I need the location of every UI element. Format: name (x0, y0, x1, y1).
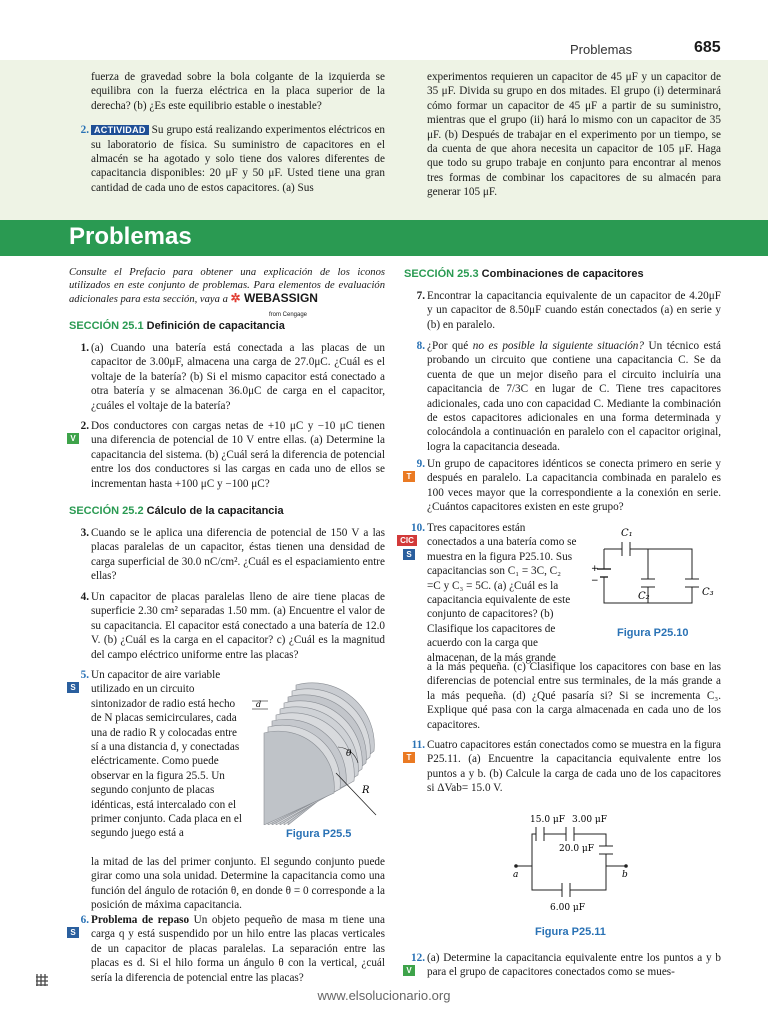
point-b-label: b (622, 870, 628, 880)
problem-number: 1. (80, 342, 89, 354)
tutorial-tag: T (403, 752, 415, 763)
problem-9 (406, 457, 721, 515)
problem-8: 8. ¿Por qué no es posible la siguiente situación? Un técnico está probando un circuito que contiene una capacitancia C. Se da cuenta de que un mejor diseño para el circuito incluiría una capacitancia de 7/3C en lugar de C. Tiene tres capacitores adicionales, cada uno con capacidad C. Mediante la combinación de estos capacitores adicionales en una forma determinada y colocándola a continuación en paralelo con el capacitor original, logra la capacitancia deseada. (427, 339, 721, 454)
section-heading-25-2: SECCIÓN 25.2 Cálculo de la capacitancia (69, 505, 284, 517)
review-label: Problema de repaso (91, 914, 190, 926)
problem-italic: no es posible la siguiente situación? (472, 340, 644, 352)
problem-text: (a) Cuando una batería está conectada a las placas de un capacitor de 3.00μF, almacena una carga de 27.0μC. ¿Cuál es el voltaje de la batería? (b) Si el mismo capacitor está conectado a otra batería y se almacenan 36.0μC de carga en el capacitor, ¿cuáles el voltaje de la batería? (91, 342, 385, 412)
solution-tag: S (67, 927, 79, 938)
problem-4 (80, 590, 385, 662)
problem-text: Tres capacitores están conectados a una batería como se muestra en la figura P25.10. Sus capacitancias son C₁ = 3C, C₂ =C y C₃ = 5C. (a) ¿Cuál es la capacitancia equivalente de este conjunto de capacitores? (b) Clasifique los capacitores de acuerdo con la carga que almacenan, de la más grande (427, 522, 577, 664)
problem-number: 6. (80, 914, 89, 926)
webassign-logo: ✲ WEBASSIGN (230, 291, 318, 306)
video-tag: V (67, 433, 79, 444)
problem-10 (400, 521, 577, 665)
page-number: 685 (694, 39, 721, 56)
c1-label: C₁ (621, 528, 633, 539)
problem-text: a la más pequeña. (c) Clasifique los capacitores con base en las diferencias de potencial entre sus terminales, de la más grande a la más pequeña. (d) ¿Qué pasaría si? Si se incrementa C₃. Explique qué pasa con la carga almacenada en cada uno de los capacitores. (427, 661, 721, 731)
problem-text: Dos conductores con cargas netas de +10 μC y −10 μC tienen una diferencia de potencial de 10 V entre ellas. (a) Determine la capacitancia del sistema. (b) ¿Cuál será la diferencia de potencial entre los dos conductores si las cargas en cada uno de ellos se incrementan hasta +100 μC y −100 μC? (91, 420, 385, 490)
radius-label: R (362, 785, 370, 796)
spacing-label: d (256, 700, 262, 709)
tutorial-tag: T (403, 471, 415, 482)
problem-number: 12. (411, 952, 425, 964)
problem-number: 10. (411, 522, 425, 534)
problem-6 (70, 913, 385, 985)
webassign-icon: ✲ (230, 291, 241, 306)
problem-text: Encontrar la capacitancia equivalente de un capacitor de 4.20μF y un capacitor de 8.50μF cuando están conectados (a) en serie y (b) en paralelo. (427, 290, 721, 331)
problem-number: 11. (411, 739, 425, 751)
intro-text: Consulte el Prefacio para obtener una explicación de los iconos utilizados en este conjunto de problemas. Para elementos de evaluación adicionales para esta sección, vaya a (69, 267, 385, 306)
problem-number: 8. (416, 340, 425, 352)
cap-label-6uf: 6.00 μF (550, 903, 585, 913)
plus-label: + (591, 564, 599, 574)
problem-number: 2. (80, 420, 89, 432)
problem-text: Un capacitor de placas paralelas lleno de aire tiene placas de superficie 2.30 cm² separadas 1.50 mm. (a) Encuentre el valor de su capacitancia. El capacitor está conectado a una batería de 12.0 V. (b) ¿Cuál es la carga en el capacitor? c) ¿Cuál es la magnitud del campo eléctrico uniforme entre las placas? (91, 591, 385, 661)
figure-p25-5 (246, 665, 388, 825)
banner-title: Problemas (69, 223, 192, 250)
problem-number: 3. (80, 527, 89, 539)
qr-code-icon (36, 974, 48, 986)
figure-p25-10 (588, 523, 720, 619)
activity-text: Su grupo está realizando experimentos eléctricos en su laboratorio de física. Su suministro de capacitores en el almacén se ha agotado y solo tiene dos valores diferentes de capacitancia disponibles: 20 μF y 50 μF. Usted tiene una gran cantidad de cada uno de estos capacitores. (a) Sus (91, 124, 386, 194)
section-heading-25-3: SECCIÓN 25.3 Combinaciones de capacitores (404, 268, 644, 280)
video-tag: V (403, 965, 415, 976)
problem-number: 2. (80, 124, 89, 137)
figure-p25-11 (506, 810, 646, 914)
problem-text: Un técnico está probando un circuito que contiene una capacitancia C. Se da cuenta de que un mejor diseño para el circuito incluiría una capacitancia de 7/3C en lugar de C. Tiene tres capacitores adicionales, cada uno con capacidad C. Mediante la combinación de estos capacitores adicionales en una forma determinada y colocándola a continuación en paralelo con el capacitor original, logra la capacitancia deseada. (427, 340, 721, 453)
problem-7 (416, 289, 721, 332)
problem-5 (70, 668, 243, 841)
webassign-sub: from Cengage (269, 311, 308, 318)
c2-label: C₂ (638, 591, 650, 602)
section-heading-25-1: SECCIÓN 25.1 Definición de capacitancia (69, 320, 285, 332)
cic-tag: CIC (397, 535, 417, 546)
problem-text: Un grupo de capacitores idénticos se conecta primero en serie y después en paralelo. La capacitancia combinada en paralelo es 100 veces mayor que la correspondiente a la conexión en serie. ¿Cuántos capacitores existen en este grupo? (427, 458, 721, 514)
problems-banner (0, 220, 768, 256)
figure-p25-5-caption: Figura P25.5 (286, 828, 352, 840)
cap-label-20uf: 20.0 μF (559, 844, 594, 854)
problem-text: la mitad de las del primer conjunto. El segundo conjunto puede girar como una sola unidad. Determine la capacitancia como una función del ángulo de rotación θ, en donde θ = 0 corresponde a la posición de máxima capacitancia. (91, 856, 385, 912)
top-right-continuation (427, 70, 721, 200)
problem-number: 7. (416, 290, 425, 302)
activity-text-continued: experimentos requieren un capacitor de 45 μF y un capacitor de 35 μF. Divida su grupo en dos mitades. El grupo (i) determinará cómo formar un capacitor de 45 μF a partir de su suministro, mientras que el grupo (ii) hará lo mismo con un capacitor de 35 μF. (b) Después de trabajar en el experimento por un tiempo, se da cuenta de que ahora necesita un capacitor de 105 μF. Haga que todo su grupo trabaje en conjunto para encontrar al menos tres formas de combinar los capacitores de su almacén para generar 105 μF. (427, 71, 721, 199)
previous-problem-end: fuerza de gravedad sobre la bola colgante de la izquierda se equilibra con la fuerza eléctrica en la placa superior de la derecha? (b) ¿Es este equilibrio estable o inestable? (91, 71, 385, 112)
solution-tag: S (67, 682, 79, 693)
figure-p25-11-caption: Figura P25.11 (535, 926, 606, 938)
theta-label: θ (346, 749, 352, 759)
problem-5-continued (91, 855, 385, 913)
top-left-continuation (80, 70, 386, 195)
intro-paragraph (69, 266, 385, 322)
problem-3 (80, 526, 385, 584)
problem-text: (a) Determine la capacitancia equivalente entre los puntos a y b para el grupo de capacitores conectados como se mues- (427, 952, 721, 979)
activity-problem (80, 123, 386, 195)
cap-label-15uf: 15.0 μF (530, 815, 565, 825)
minus-label: − (591, 576, 599, 586)
problem-text: Cuando se le aplica una diferencia de potencial de 150 V a las placas paralelas de un capacitor, éstas tienen una densidad de carga superficial de 30.0 nC/cm². ¿Cuál es el espaciamiento entre ellas? (91, 527, 385, 583)
problem-number: 5. (80, 669, 89, 681)
problem-12 (406, 951, 721, 980)
problem-11 (406, 738, 721, 796)
problem-10-continued (427, 660, 721, 732)
problem-text: Un objeto pequeño de masa m tiene una carga q y está suspendido por un hilo entre las placas verticales de un capacitor de placas paralelas. La separación entre las placas es d. Si el hilo forma un ángulo θ con la vertical, ¿cuál sería la diferencia de potencial entre las placas? (91, 914, 385, 984)
problem-1 (80, 341, 385, 413)
problem-text: Cuatro capacitores están conectados como se muestra en la figura P25.11. (a) Encuentre la capacitancia equivalente entre los puntos a y b. (b) Calcule la carga de cada uno de los capacitores si ΔVab= 15.0 V. (427, 739, 721, 795)
radius-line (336, 773, 376, 815)
point-a-label: a (513, 870, 519, 880)
activity-badge: ACTIVIDAD (91, 125, 149, 135)
problem-number: 9. (416, 458, 425, 470)
problem-2 (70, 419, 385, 491)
c3-label: C₃ (702, 587, 714, 598)
problem-text: Un capacitor de aire variable utilizado en un circuito sintonizador de radio está hecho de N placas semicirculares, cada una de radio R y colocadas entre sí a una distancia d, y conectadas eléctricamente. Como puede observar en la figura 25.5. Un segundo conjunto de placas idénticas, está intercalado con el primer conjunto. Cada placa en el segundo juego está a (91, 669, 242, 840)
problem-number: 4. (80, 591, 89, 603)
figure-p25-10-caption: Figura P25.10 (617, 627, 689, 639)
solution-tag: S (403, 549, 415, 560)
cap-label-3uf: 3.00 μF (572, 815, 607, 825)
footer-site-link[interactable]: www.elsolucionario.org (317, 988, 451, 1003)
running-title: Problemas (570, 42, 633, 57)
